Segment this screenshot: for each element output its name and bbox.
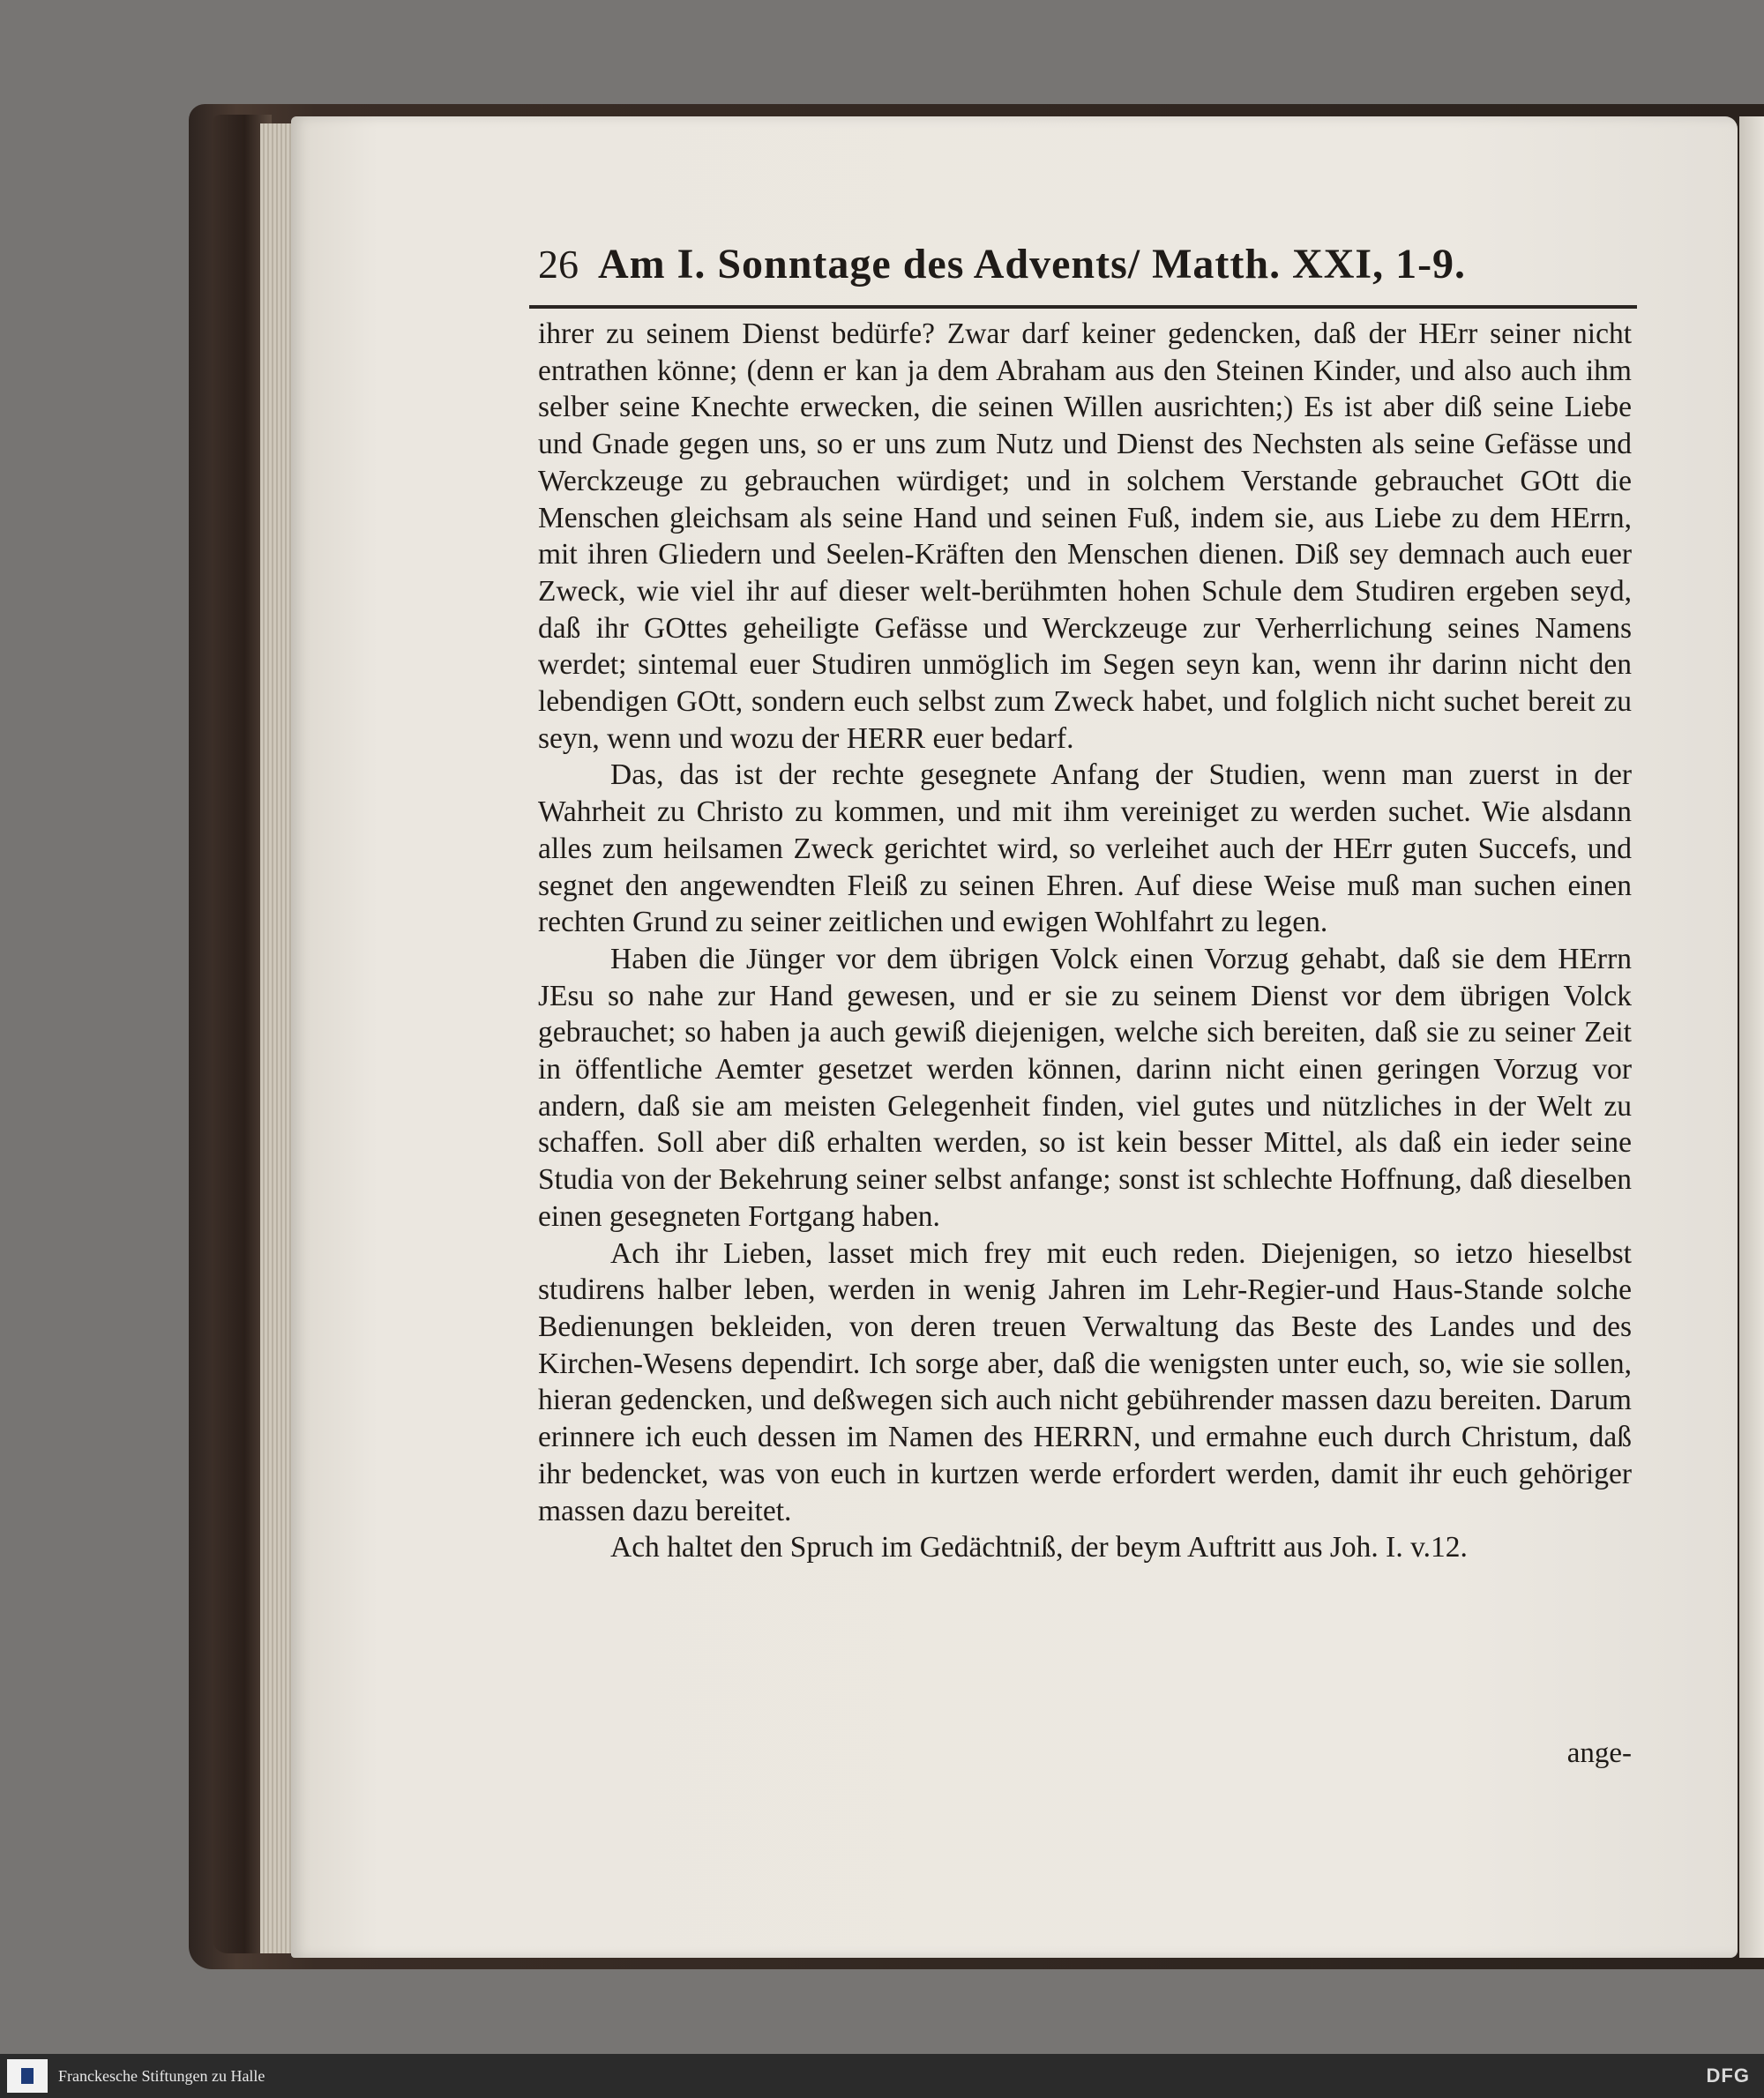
catchword: ange-: [1566, 1737, 1632, 1769]
page-stack-edge: [260, 123, 295, 1953]
paragraph-3: Haben die Jünger vor dem übrigen Volck einen Vorzug gehabt, daß sie dem HErrn JEsu so nahe zur Hand gewesen, und er sie zu seinem Dienst vor dem übrigen Volck gebrauchet; so haben ja auch gewiß diejenigen, welche sich bereiten, daß sie zu seiner Zeit in öffentliche Aemter gesetzet werden können, darinn nicht einen geringen Vorzug vor andern, daß sie am meisten Gelegenheit finden, viel gutes und nützliches in der Welt zu schaffen. Soll aber diß erhalten werden, so ist kein besser Mittel, als daß ein ieder seine Studia von der Bekehrung seiner selbst anfange; sonst ist schlechte Hoffnung, daß dieselben einen gesegneten Fortgang haben.: [538, 942, 1632, 1233]
paragraph-2: Das, das ist der rechte gesegnete Anfang der Studien, wenn man zuerst in der Wahrheit zu Christo zu kommen, und mit ihm vereiniget zu werden suchet. Wie alsdann alles zum heilsamen Zweck gerichtet wird, so verleihet auch der HErr guten Succefs, und segnet den angewendten Fleiß zu seinen Ehren. Auf diese Weise muß man suchen einen rechten Grund zu seiner zeitlichen und ewigen Wohlfahrt zu legen.: [538, 758, 1632, 939]
running-title: Am I. Sonntage des Advents/ Matth. XXI, 1-9.: [598, 241, 1467, 287]
next-page-edge: [1739, 116, 1764, 1958]
paragraph-5: Ach haltet den Spruch im Gedächtniß, der beym Auftritt aus Joh. I. v.12.: [610, 1531, 1468, 1564]
paragraph-4: Ach ihr Lieben, lasset mich frey mit euch reden. Diejenigen, so ietzo hieselbst studirens halber leben, werden in wenig Jahren im Lehr-Regier-und Haus-Stande solche Bedienungen bekleiden, von deren treuen Verwaltung das Beste des Landes und des Kirchen-Wesens dependirt. Ich sorge aber, daß die wenigsten unter euch, so, wie sie sollen, hieran gedencken, und deßwegen sich auch nicht gebührender massen dazu bereiten. Darum erinnere ich euch dessen im Namen des HERRN, und ermahne euch durch Christum, daß ihr bedencket, was von euch in kurtzen werde erfordert werden, damit ihr euch gehöriger massen dazu bereitet.: [538, 1236, 1632, 1527]
institution-logo-icon: [7, 2059, 48, 2093]
page-number: 26: [538, 242, 579, 287]
page-header: [538, 240, 1632, 303]
dfg-logo: DFG: [1706, 2064, 1750, 2087]
header-rule: [529, 305, 1637, 309]
institution-name: Franckesche Stiftungen zu Halle: [58, 2066, 265, 2085]
body-text: [538, 316, 1632, 1566]
viewer-footer: [0, 2054, 1764, 2098]
paragraph-1: ihrer zu seinem Dienst bedürfe? Zwar darf keiner gedencken, daß der HErr seiner nicht entrathen könne; (denn er kan ja dem Abraham aus den Steinen Kinder, und also auch ihm selber seine Knechte erwecken, die seinen Willen ausrichten;) Es ist aber diß seine Liebe und Gnade gegen uns, so er uns zum Nutz und Dienst des Nechsten als seine Gefässe und Werckzeuge zu gebrauchen würdiget; und in solchem Verstande gebrauchet GOtt die Menschen gleichsam als seine Hand und seinen Fuß, indem sie, aus Liebe zu dem HErrn, mit ihren Gliedern und Seelen-Kräften den Menschen dienen. Diß sey demnach auch euer Zweck, wie viel ihr auf dieser welt-berühmten hohen Schule dem Studiren ergeben seyd, daß ihr GOttes geheiligte Gefässe und Werckzeuge zur Verherrlichung seines Namens werdet; sintemal euer Studiren unmöglich im Segen seyn kan, wenn ihr darinn nicht den lebendigen GOtt, sondern euch selbst zum Zweck habet, und folglich nicht suchet bereit zu seyn, wenn und wozu der HERR euer bedarf.: [538, 317, 1632, 755]
